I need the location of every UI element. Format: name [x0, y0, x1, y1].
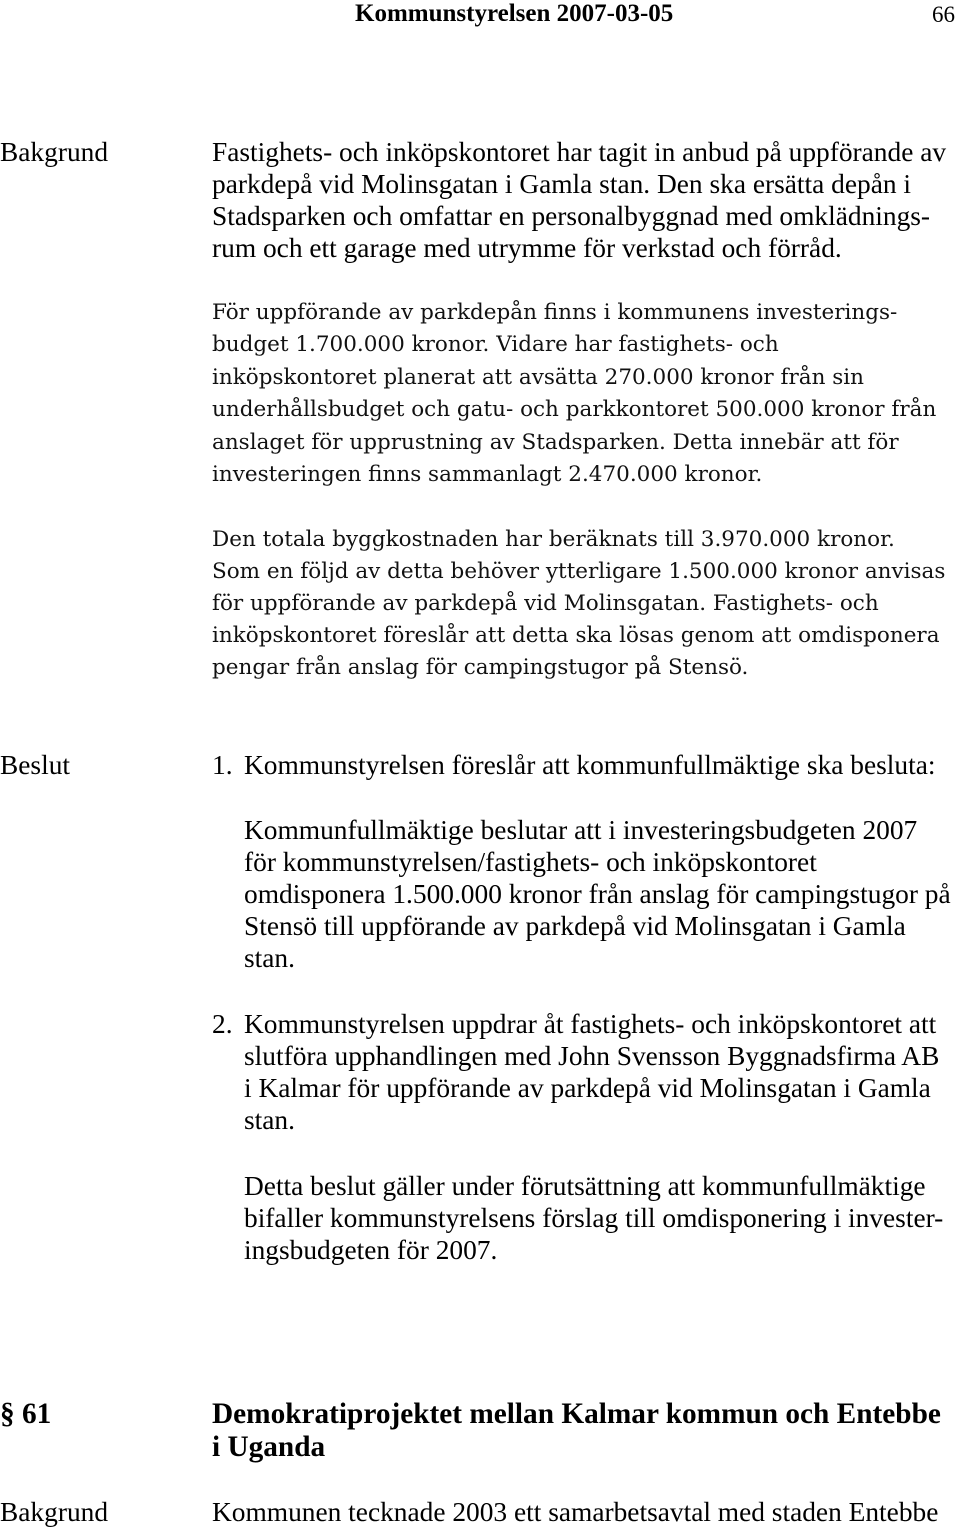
proposal-line: Stensö till uppförande av parkdepå vid Molinsgatan i Gamla — [244, 911, 906, 941]
paragraph-line: rum och ett garage med utrymme för verkstad och förråd. — [212, 233, 842, 263]
paragraph-line: för uppförande av parkdepå vid Molinsgatan. Fastighets- och — [212, 591, 879, 616]
decision-line: Kommunstyrelsen uppdrar åt fastighets- och inköpskontoret att — [244, 1009, 937, 1039]
paragraph-line: investeringen finns sammanlagt 2.470.000 kronor. — [212, 462, 763, 487]
decision-line: stan. — [244, 1105, 295, 1135]
paragraph-line: Fastighets- och inköpskontoret har tagit in anbud på uppförande av — [212, 137, 947, 167]
paragraph-line: Kommunen tecknade 2003 ett samarbetsavtal med staden Entebbe — [212, 1497, 939, 1527]
paragraph-line: pengar från anslag för campingstugor på Stensö. — [212, 655, 749, 680]
decision-intro: Kommunstyrelsen föreslår att kommunfullmäktige ska besluta: — [244, 750, 936, 780]
section-label-bakgrund: Bakgrund — [0, 137, 109, 167]
paragraph-line: Stadsparken och omfattar en personalbyggnad med omklädnings- — [212, 201, 931, 231]
condition-line: Detta beslut gäller under förutsättning att kommunfullmäktige — [244, 1171, 926, 1201]
paragraph-line: budget 1.700.000 kronor. Vidare har fastighets- och — [212, 332, 779, 357]
decision-line: slutföra upphandlingen med John Svensson Byggnadsfirma AB — [244, 1041, 940, 1071]
agenda-item-title-line: i Uganda — [212, 1431, 326, 1463]
paragraph-line: För uppförande av parkdepån finns i kommunens investerings- — [212, 300, 898, 325]
section-label-bakgrund: Bakgrund — [0, 1497, 109, 1527]
proposal-line: Kommunfullmäktige beslutar att i investeringsbudgeten 2007 — [244, 815, 918, 845]
agenda-item-title-line: Demokratiprojektet mellan Kalmar kommun och Entebbe — [212, 1398, 941, 1430]
paragraph-line: Den totala byggkostnaden har beräknats till 3.970.000 kronor. — [212, 527, 895, 552]
document-header-title: Kommunstyrelsen 2007-03-05 — [355, 0, 674, 27]
decision-line: i Kalmar för uppförande av parkdepå vid Molinsgatan i Gamla — [244, 1073, 931, 1103]
paragraph-line: parkdepå vid Molinsgatan i Gamla stan. Den ska ersätta depån i — [212, 169, 912, 199]
paragraph-line: inköpskontoret föreslår att detta ska lösas genom att omdisponera — [212, 623, 940, 648]
decision-number: 1. — [212, 750, 233, 780]
paragraph-line: Som en följd av detta behöver ytterligare 1.500.000 kronor anvisas — [212, 559, 946, 584]
decision-number: 2. — [212, 1009, 233, 1039]
proposal-line: omdisponera 1.500.000 kronor från anslag för campingstugor på — [244, 879, 951, 909]
paragraph-sign: § 61 — [0, 1398, 52, 1430]
section-label-beslut: Beslut — [0, 750, 71, 780]
paragraph-line: inköpskontoret planerat att avsätta 270.000 kronor från sin — [212, 365, 865, 390]
paragraph-line: anslaget för upprustning av Stadsparken. Detta innebär att för — [212, 430, 899, 455]
paragraph-line: underhållsbudget och gatu- och parkkontoret 500.000 kronor från — [212, 397, 937, 422]
page-number: 66 — [932, 2, 955, 27]
condition-line: bifaller kommunstyrelsens förslag till omdisponering i invester- — [244, 1203, 944, 1233]
condition-line: ingsbudgeten för 2007. — [244, 1235, 498, 1265]
proposal-line: stan. — [244, 943, 295, 973]
proposal-line: för kommunstyrelsen/fastighets- och inköpskontoret — [244, 847, 817, 877]
